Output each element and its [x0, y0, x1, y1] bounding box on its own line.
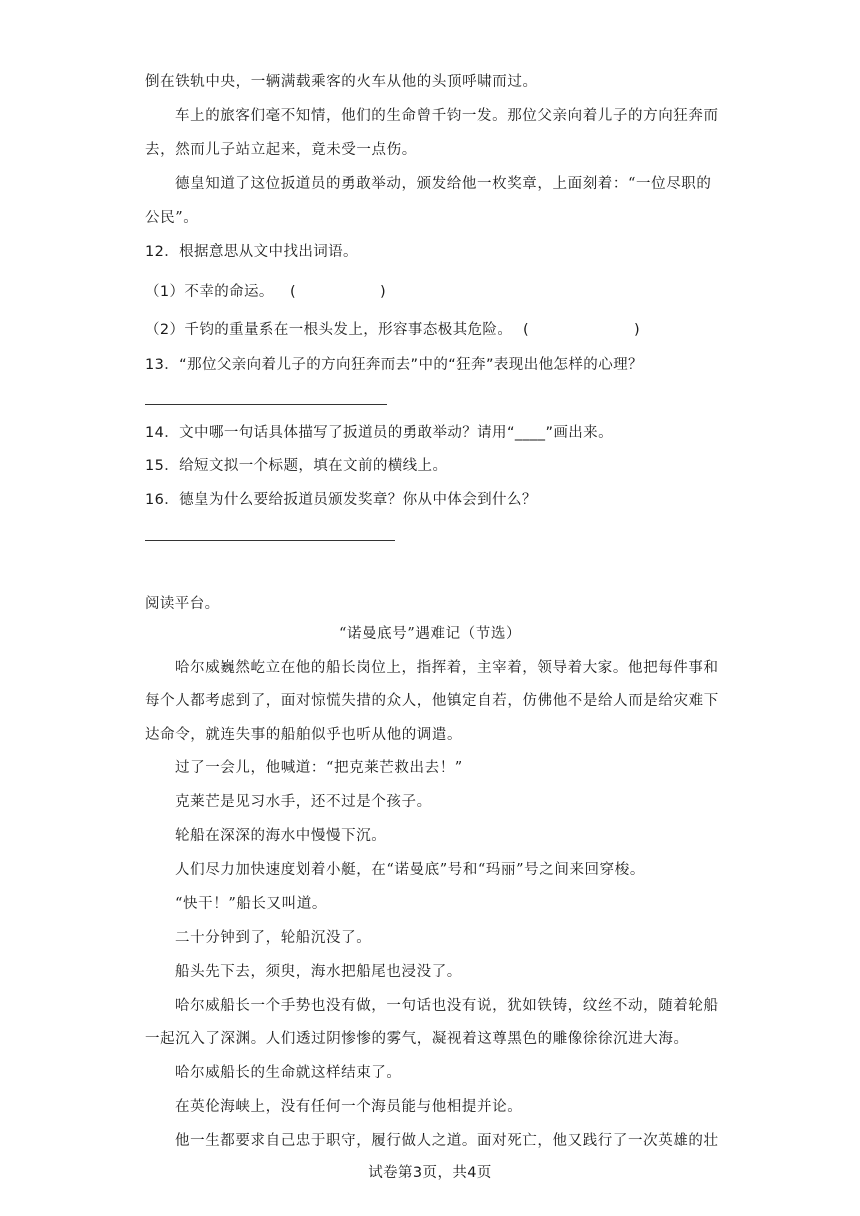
passage1-line-1: 倒在铁轨中央，一辆满载乘客的火车从他的头顶呼啸而过。 [145, 74, 538, 90]
question-16: 16．德皇为什么要给扳道员颁发奖章？你从中体会到什么？ [145, 492, 537, 508]
section2-line-4: 过了一会儿，他喊道：“把克莱芒救出去！” [175, 760, 463, 776]
section2-line-13: 哈尔威船长的生命就这样结束了。 [175, 1065, 402, 1081]
section2-line-5: 克莱芒是见习水手，还不过是个孩子。 [175, 794, 432, 810]
passage1-line-2: 车上的旅客们毫不知情，他们的生命曾千钧一发。那位父亲向着儿子的方向狂奔而 [175, 108, 719, 124]
question-13: 13．“那位父亲向着儿子的方向狂奔而去”中的“狂奔”表现出他怎样的心理？ [145, 357, 643, 373]
answer-line-13 [145, 404, 387, 405]
section2-line-2: 每个人都考虑到了，面对惊慌失措的众人，他镇定自若，仿佛他不是给人而是给灾难下 [145, 693, 719, 709]
section2-line-11: 哈尔威船长一个手势也没有做，一句话也没有说，犹如铁铸，纹丝不动，随着轮船 [175, 998, 719, 1014]
section2-line-8: “快干！”船长又叫道。 [175, 896, 327, 912]
section2-line-7: 人们尽力加快速度划着小艇，在“诺曼底”号和“玛丽”号之间来回穿梭。 [175, 862, 645, 878]
question-15: 15．给短文拟一个标题，填在文前的横线上。 [145, 458, 448, 474]
passage1-line-4: 德皇知道了这位扳道员的勇敢举动，颁发给他一枚奖章，上面刻着：“一位尽职的 [175, 176, 712, 192]
section2-title: “诺曼底号”遇难记（节选） [338, 626, 522, 642]
question-12-1-close-paren: ) [380, 284, 387, 300]
section2-line-12: 一起沉入了深渊。人们透过阴惨惨的雾气，凝视着这尊黑色的雕像徐徐沉进大海。 [145, 1031, 689, 1047]
section2-line-6: 轮船在深深的海水中慢慢下沉。 [175, 828, 387, 844]
passage1-line-3: 去，然而儿子站立起来，竟未受一点伤。 [145, 142, 417, 158]
question-12-2-text: （2）千钧的重量系在一根头发上，形容事态极其危险。 [145, 322, 513, 338]
answer-line-16 [145, 540, 395, 541]
question-12-1-text: （1）不幸的命运。 [145, 284, 274, 300]
section2-line-1: 哈尔威巍然屹立在他的船长岗位上，指挥着，主宰着，领导着大家。他把每件事和 [175, 660, 719, 676]
passage1-line-5: 公民”。 [145, 210, 199, 226]
question-12: 12．根据意思从文中找出词语。 [145, 244, 358, 260]
question-12-1-open-paren: ( [290, 284, 297, 300]
section2-line-3: 达命令，就连失事的船舶似乎也听从他的调遣。 [145, 727, 463, 743]
section2-line-15: 他一生都要求自己忠于职守，履行做人之道。面对死亡，他又践行了一次英雄的壮 [175, 1133, 719, 1149]
question-12-2-open-paren: ( [523, 322, 530, 338]
section2-line-14: 在英伦海峡上，没有任何一个海员能与他相提并论。 [175, 1099, 523, 1115]
section2-heading: 阅读平台。 [145, 596, 220, 612]
question-12-2-close-paren: ) [634, 322, 641, 338]
page-footer: 试卷第3页，共4页 [368, 1165, 492, 1181]
question-14: 14．文中哪一句话具体描写了扳道员的勇敢举动？请用“____”画出来。 [145, 425, 613, 441]
section2-line-10: 船头先下去，须臾，海水把船尾也浸没了。 [175, 964, 462, 980]
section2-line-9: 二十分钟到了，轮船沉没了。 [175, 930, 372, 946]
